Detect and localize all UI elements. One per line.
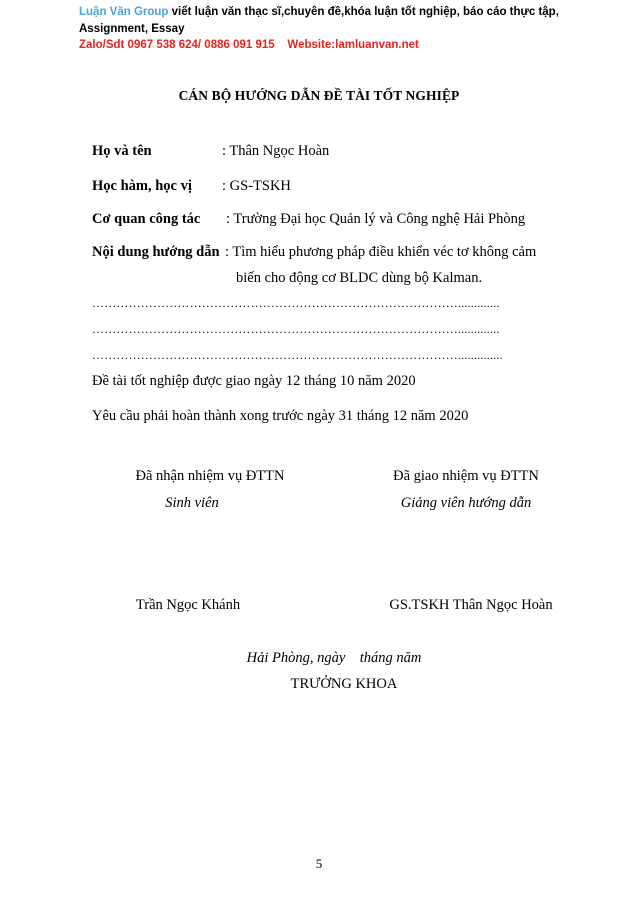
supervisor-heading: Đã giao nhiệm vụ ĐTTN xyxy=(393,468,539,484)
header-website: Website:lamluanvan.net xyxy=(287,39,419,51)
field-content-value-cont: biến cho động cơ BLDC dùng bộ Kalman. xyxy=(236,270,483,286)
supervisor-name: GS.TSKH Thân Ngọc Hoàn xyxy=(389,597,553,613)
field-workplace xyxy=(92,211,200,228)
field-content-value: : Tìm hiểu phương pháp điều khiển véc tơ không cảm xyxy=(225,244,537,260)
header-contact: Zalo/Sdt 0967 538 624/ 0886 091 915 xyxy=(79,39,275,51)
header-line-1 xyxy=(79,4,579,21)
place-date: Hải Phòng, ngày tháng năm xyxy=(246,650,422,666)
header-tagline: viết luận văn thạc sĩ,chuyên đề,khóa luận tốt nghiệp, báo cáo thực tập, xyxy=(168,6,559,18)
assigned-date: Đề tài tốt nghiệp được giao ngày 12 tháng 10 năm 2020 xyxy=(92,373,416,389)
student-heading: Đã nhận nhiệm vụ ĐTTN xyxy=(135,468,285,484)
field-degree-label: Học hàm, học vị xyxy=(92,178,192,194)
student-name: Trần Ngọc Khánh xyxy=(135,597,241,613)
field-workplace-label: Cơ quan công tác xyxy=(92,211,201,227)
field-name xyxy=(92,143,152,160)
page-header xyxy=(79,4,579,54)
dotted-line-2: ………………………………………………………………………………............. xyxy=(92,322,500,336)
field-name-label: Họ và tên xyxy=(92,143,152,159)
page-number: 5 xyxy=(315,856,323,871)
field-degree-value: : GS-TSKH xyxy=(222,178,291,194)
field-degree xyxy=(92,178,192,195)
field-name-value: : Thân Ngọc Hoàn xyxy=(222,143,330,159)
supervisor-role: Giảng viên hướng dẫn xyxy=(400,495,532,511)
document-title: CÁN BỘ HƯỚNG DẪN ĐỀ TÀI TỐT NGHIỆP xyxy=(178,88,460,103)
brand-name: Luận Văn Group xyxy=(79,6,169,18)
student-role: Sinh viên xyxy=(165,495,219,511)
deadline: Yêu cầu phải hoàn thành xong trước ngày 31 tháng 12 năm 2020 xyxy=(92,408,469,424)
header-line-2: Assignment, Essay xyxy=(79,22,185,35)
dean-title: TRƯỞNG KHOA xyxy=(290,676,398,692)
dotted-line-3: ……………………………………………………………………………….............. xyxy=(92,348,503,362)
dotted-line-1: ………………………………………………………………………………............. xyxy=(92,296,500,310)
field-content xyxy=(92,244,220,261)
field-workplace-value: : Trường Đại học Quản lý và Công nghệ Hải Phòng xyxy=(226,211,526,227)
field-content-label: Nội dung hướng dẫn xyxy=(92,244,220,260)
header-contact-line xyxy=(79,37,579,54)
